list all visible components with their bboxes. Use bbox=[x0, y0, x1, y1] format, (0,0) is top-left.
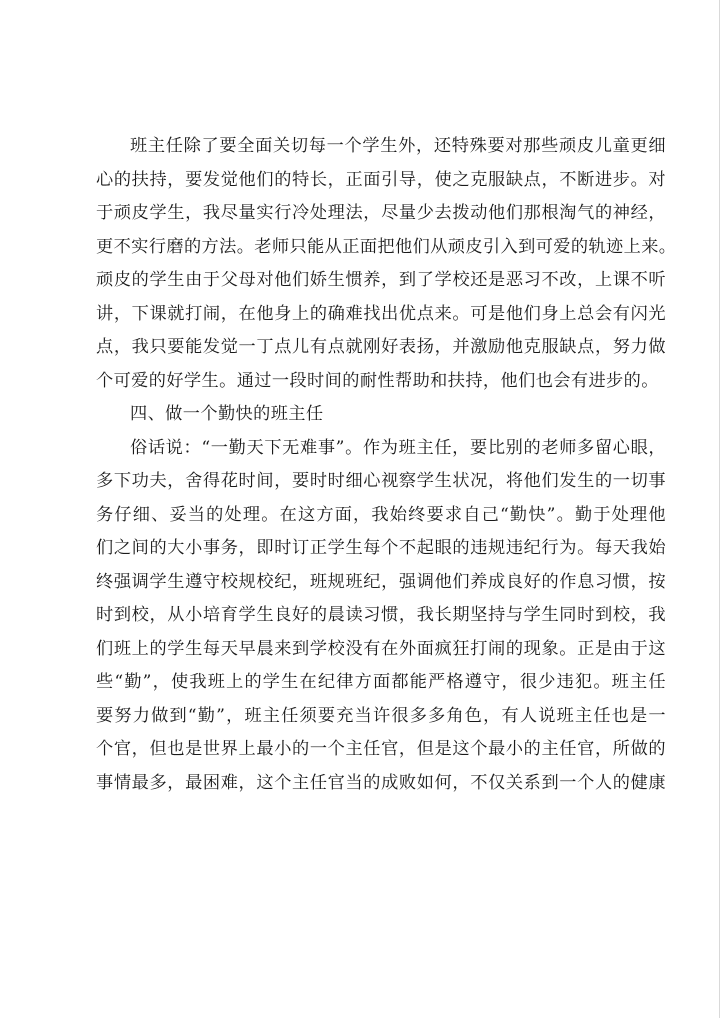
paragraph-naughty-students bbox=[96, 130, 677, 398]
paragraph-line: 心的扶持，要发觉他们的特长，正面引导，使之克服缺点，不断进步。对 bbox=[96, 169, 666, 190]
paragraph-line: 班主任除了要全面关切每一个学生外，还特殊要对那些顽皮儿童更细 bbox=[130, 136, 666, 156]
section-heading: 四、做一个勤快的班主任 bbox=[130, 404, 324, 424]
paragraph-line: 个官，但也是世界上最小的一个主任官，但是这个最小的主任官，所做的 bbox=[96, 739, 666, 759]
paragraph-line: 们班上的学生每天早晨来到学校没有在外面疯狂打闹的现象。正是由于这 bbox=[96, 638, 666, 659]
paragraph-line: 俗话说：“一勤天下无难事”。作为班主任，要比别的老师多留心眼， bbox=[130, 437, 666, 458]
paragraph-line: 顽皮的学生由于父母对他们娇生惯养，到了学校还是恶习不改，上课不听 bbox=[96, 270, 666, 290]
paragraph-line: 要努力做到“勤”，班主任须要充当许很多多角色，有人说班主任也是一 bbox=[96, 705, 666, 726]
paragraph-line: 们之间的大小事务，即时订正学生每个不起眼的违规违纪行为。每天我始 bbox=[96, 538, 666, 558]
paragraph-line: 个可爱的好学生。通过一段时间的耐性帮助和扶持，他们也会有进步的。 bbox=[96, 370, 659, 391]
paragraph-line: 于顽皮学生，我尽量实行冷处理法，尽量少去拨动他们那根淘气的神经， bbox=[96, 203, 666, 223]
paragraph-line: 多下功夫，舍得花时间，要时时细心视察学生状况，将他们发生的一切事 bbox=[96, 471, 666, 491]
paragraph-line: 讲，下课就打闹，在他身上的确难找出优点来。可是他们身上总会有闪光 bbox=[96, 303, 666, 324]
paragraph-line: 时到校，从小培育学生良好的晨读习惯，我长期坚持与学生同时到校，我 bbox=[96, 605, 666, 625]
paragraph-line: 事情最多，最困难，这个主任官当的成败如何，不仅关系到一个人的健康 bbox=[96, 772, 666, 793]
paragraph-diligent-teacher bbox=[96, 432, 666, 801]
paragraph-line: 更不实行磨的方法。老师只能从正面把他们从顽皮引入到可爱的轨迹上来。 bbox=[96, 236, 677, 257]
paragraph-line: 终强调学生遵守校规校纪，班规班纪，强调他们养成良好的作息习惯，按 bbox=[96, 571, 666, 592]
paragraph-line: 务仔细、妥当的处理。在这方面，我始终要求自己“勤快”。勤于处理他 bbox=[96, 504, 666, 525]
document-body bbox=[96, 130, 677, 800]
paragraph-line: 点，我只要能发觉一丁点儿有点就刚好表扬，并激励他克服缺点，努力做 bbox=[96, 337, 666, 357]
paragraph-line: 些“勤”，使我班上的学生在纪律方面都能严格遵守，很少违犯。班主任 bbox=[96, 672, 666, 692]
